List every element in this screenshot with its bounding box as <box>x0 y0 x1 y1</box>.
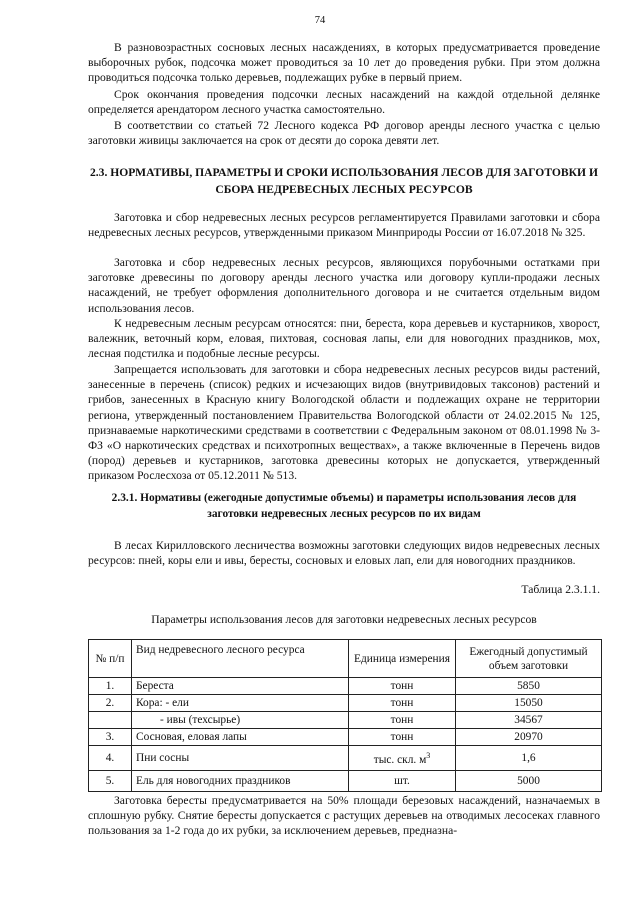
cell-resource: Сосновая, еловая лапы <box>132 729 349 746</box>
intro-paragraph-2 <box>88 87 600 117</box>
cell-unit: тонн <box>349 678 456 695</box>
intro-paragraph-1 <box>88 40 600 86</box>
cell-unit-superscript: 3 <box>426 751 431 760</box>
cell-resource: Береста <box>132 678 349 695</box>
table-row <box>89 678 602 695</box>
table-row <box>89 695 602 712</box>
table-row <box>89 746 602 771</box>
cell-volume: 15050 <box>456 695 602 712</box>
table-row <box>89 770 602 791</box>
table-row <box>89 729 602 746</box>
cell-unit: шт. <box>349 770 456 791</box>
header-volume: Ежегодный допустимый объем заготовки <box>456 640 602 678</box>
intro-paragraph-1-text: В разновозрастных сосновых лесных насаждениях, в которых предусматривается проведение выборочных рубок, подсочка может проводиться за 10 лет до проведения рубки. При этом должна проводиться подсочка только деревьев, подлежащих рубке в первый прием. <box>88 41 600 85</box>
intro-paragraph-3 <box>88 118 600 148</box>
closing-paragraph-text: Заготовка бересты предусматривается на 50% площади березовых насаждений, назначаемых в сплошную рубку. Снятие бересты допускается с растущих деревьев на отводимых лесосеках главного пользования за 1-2 года до их рубки, за исключением деревьев, предназна- <box>88 794 600 838</box>
cell-num: 2. <box>89 695 132 712</box>
cell-volume: 34567 <box>456 712 602 729</box>
table-header-row <box>89 640 602 678</box>
cell-resource: Ель для новогодних праздников <box>132 770 349 791</box>
resources-table <box>88 639 602 792</box>
cell-unit: тонн <box>349 729 456 746</box>
table-caption: Параметры использования лесов для заготовки недревесных лесных ресурсов <box>151 613 537 626</box>
intro-paragraph-2-text: Срок окончания проведения подсочки лесных насаждений на каждой отдельной делянке определяется арендатором лесного участка самостоятельно. <box>88 88 600 117</box>
intro-paragraph-3-text: В соответствии со статьей 72 Лесного кодекса РФ договор аренды лесного участка с целью заготовки живицы заключается на срок от десяти до сорока девяти лет. <box>88 119 600 148</box>
header-num: № п/п <box>89 640 132 678</box>
cell-num <box>89 712 132 729</box>
section-paragraph-1-text: Заготовка и сбор недревесных лесных ресурсов регламентируется Правилами заготовки и сбора недревесных лесных ресурсов, утвержденными приказом Минприроды России от 16.07.2018 № 325. <box>88 211 600 240</box>
cell-unit: тонн <box>349 712 456 729</box>
page-number: 74 <box>314 15 326 26</box>
cell-unit <box>349 746 456 771</box>
cell-num: 3. <box>89 729 132 746</box>
section-paragraph-4-text: Запрещается использовать для заготовки и сбора недревесных лесных ресурсов виды растений, занесенные в перечень (список) редких и исчезающих видов (внутривидовых таксонов) растений и грибов, занесенных в Красную книгу Вологодской области и подлежащих охране не территории региона, утвержденный постановлением Правительства Вологодской области от 24.02.2015 № 125, признаваемые наркотическими средствами в соответствии с Федеральным законом от 08.01.1998 № 3-ФЗ «О наркотических средствах и психотропных веществах», а также включенные в Перечень видов (пород) деревьев и кустарников, заготовка древесины которых не допускается, утвержденный приказом Рослесхоза от 05.12.2011 № 513. <box>88 363 600 483</box>
cell-num: 4. <box>89 746 132 771</box>
cell-volume: 5850 <box>456 678 602 695</box>
closing-paragraph <box>88 793 600 839</box>
section-paragraph-1 <box>88 210 600 240</box>
subsection-paragraph-text: В лесах Кирилловского лесничества возможны заготовки следующих видов недревесных лесных ресурсов: пней, коры ели и ивы, бересты, сосновых и еловых лап, ели для новогодних праздников. <box>88 539 600 568</box>
subsection-heading: 2.3.1. Нормативы (ежегодные допустимые объемы) и параметры использования лесов для заготовки недревесных лесных ресурсов по их видам <box>111 492 577 520</box>
section-heading: 2.3. НОРМАТИВЫ, ПАРАМЕТРЫ И СРОКИ ИСПОЛЬЗОВАНИЯ ЛЕСОВ ДЛЯ ЗАГОТОВКИ И СБОРА НЕДРЕВЕСНЫХ ЛЕСНЫХ РЕСУРСОВ <box>89 166 598 196</box>
section-paragraph-3 <box>88 316 600 362</box>
cell-resource: Кора: - ели <box>132 695 349 712</box>
cell-resource: Пни сосны <box>132 746 349 771</box>
section-paragraph-3-text: К недревесным лесным ресурсам относятся: пни, береста, кора деревьев и кустарников, хворост, валежник, веточный корм, еловая, пихтовая, сосновая лапы, ели для новогодних праздников, мох, лесная подстилка и подобные лесные ресурсы. <box>88 317 600 361</box>
subsection-paragraph <box>88 538 600 568</box>
cell-volume: 5000 <box>456 770 602 791</box>
cell-unit: тонн <box>349 695 456 712</box>
header-unit: Единица измерения <box>349 640 456 678</box>
cell-volume: 20970 <box>456 729 602 746</box>
section-paragraph-2-text: Заготовка и сбор недревесных лесных ресурсов, являющихся порубочными остатками при заготовке древесины по договору аренды лесного участка или договору купли-продажи лесных насаждений, не требует оформления дополнительного договора и не считается отдельным видом использования лесов. <box>88 256 600 315</box>
cell-unit-text: тыс. скл. м <box>373 753 427 766</box>
table-number: Таблица 2.3.1.1. <box>521 583 600 596</box>
section-paragraph-4 <box>88 362 600 484</box>
cell-num: 1. <box>89 678 132 695</box>
cell-resource: - ивы (техсырье) <box>132 712 349 729</box>
cell-volume: 1,6 <box>456 746 602 771</box>
header-resource: Вид недревесного лесного ресурса <box>132 640 349 678</box>
section-paragraph-2 <box>88 255 600 316</box>
cell-num: 5. <box>89 770 132 791</box>
table-row <box>89 712 602 729</box>
